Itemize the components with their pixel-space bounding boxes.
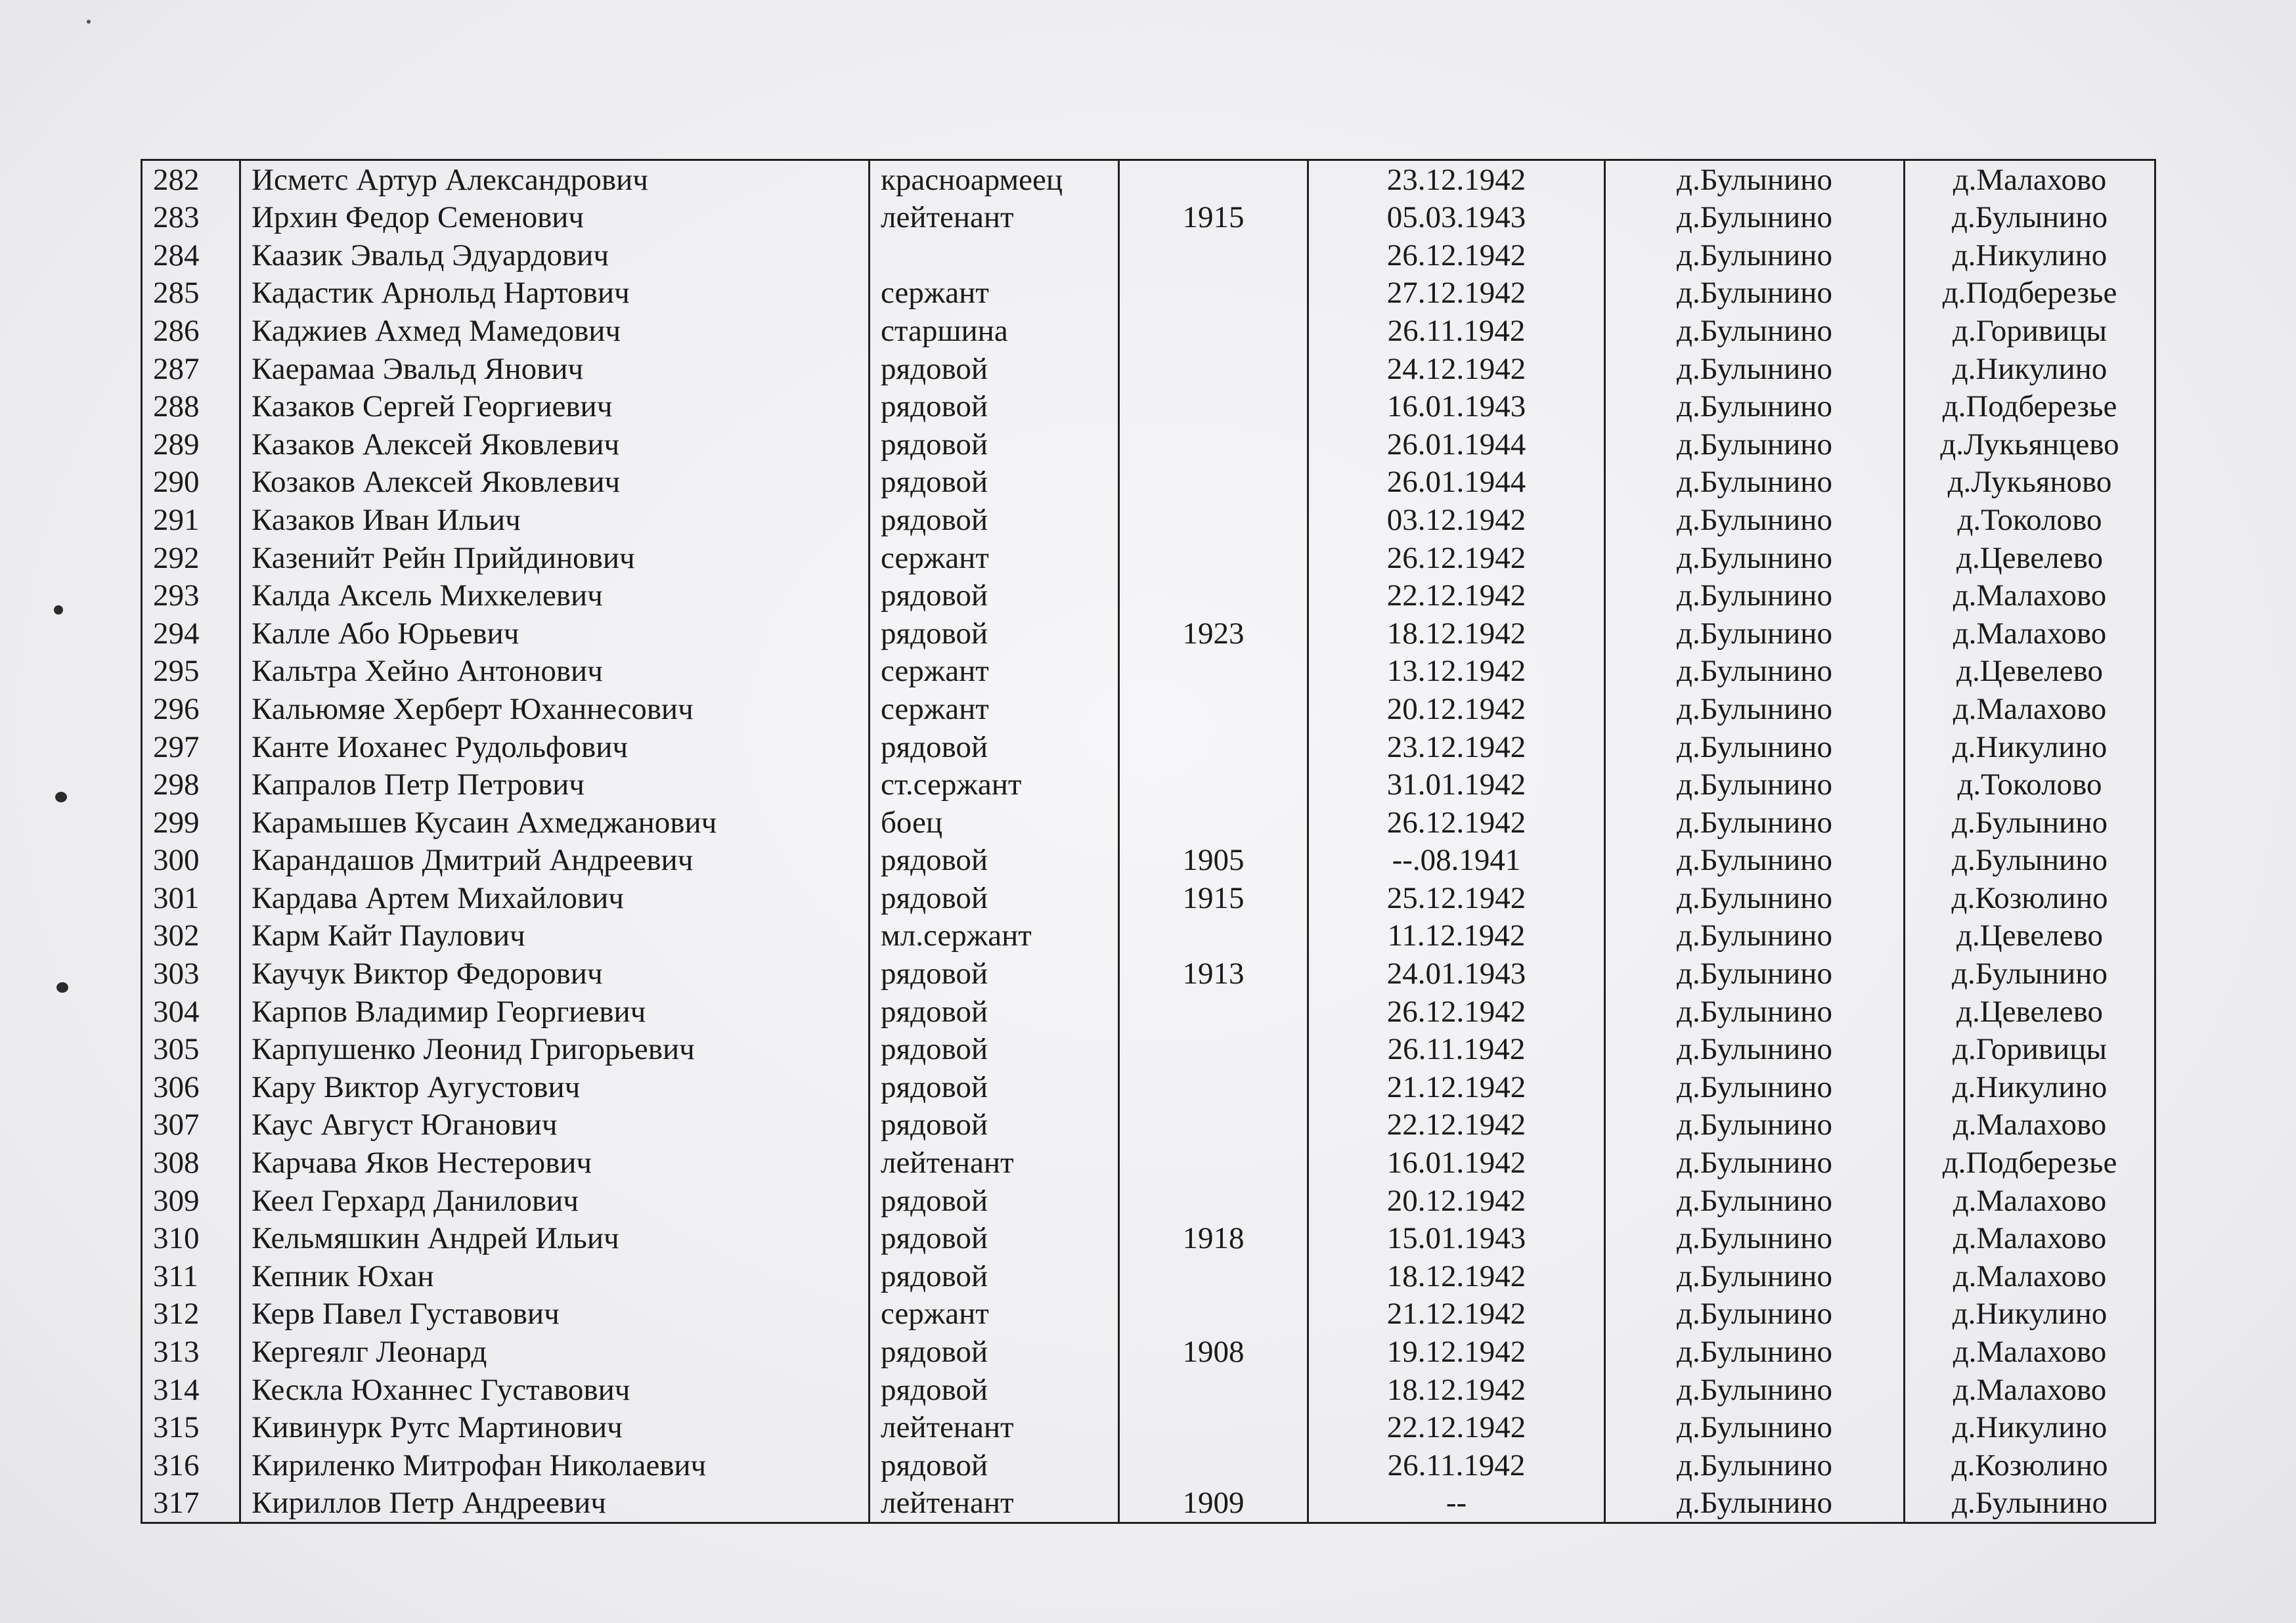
table-row <box>142 1484 2155 1523</box>
death-place: д.Булынино <box>1605 615 1905 653</box>
death-place: д.Булынино <box>1605 1031 1905 1069</box>
burial-place: д.Малахово <box>1905 577 2155 615</box>
burial-place: д.Лукьяново <box>1905 464 2155 502</box>
birth-year <box>1119 1106 1308 1144</box>
row-number: 288 <box>142 388 240 426</box>
row-number: 315 <box>142 1409 240 1447</box>
burial-place: д.Малахово <box>1905 1182 2155 1220</box>
birth-year: 1908 <box>1119 1333 1308 1371</box>
birth-year <box>1119 236 1308 274</box>
full-name: Кепник Юхан <box>240 1257 870 1295</box>
full-name: Казаков Алексей Яковлевич <box>240 425 870 464</box>
row-number: 299 <box>142 804 240 842</box>
burial-place: д.Цевелево <box>1905 917 2155 955</box>
table-row <box>142 690 2155 728</box>
burial-place: д.Никулино <box>1905 1295 2155 1333</box>
row-number: 282 <box>142 160 240 199</box>
punch-hole <box>54 605 63 615</box>
death-place: д.Булынино <box>1605 993 1905 1031</box>
table-row <box>142 199 2155 237</box>
death-date: 16.01.1942 <box>1308 1144 1605 1182</box>
military-rank: рядовой <box>870 1257 1119 1295</box>
death-place: д.Булынино <box>1605 766 1905 804</box>
row-number: 301 <box>142 879 240 917</box>
row-number: 306 <box>142 1068 240 1106</box>
birth-year <box>1119 312 1308 350</box>
death-date: 26.01.1944 <box>1308 425 1605 464</box>
death-place: д.Булынино <box>1605 728 1905 766</box>
death-date: 26.01.1944 <box>1308 464 1605 502</box>
table-row <box>142 1295 2155 1333</box>
military-rank: рядовой <box>870 842 1119 880</box>
military-rank: рядовой <box>870 1446 1119 1484</box>
death-date: 03.12.1942 <box>1308 501 1605 539</box>
burial-place: д.Малахово <box>1905 615 2155 653</box>
death-date: 25.12.1942 <box>1308 879 1605 917</box>
burial-place: д.Малахово <box>1905 1371 2155 1409</box>
full-name: Казаков Иван Ильич <box>240 501 870 539</box>
table-row <box>142 1068 2155 1106</box>
birth-year <box>1119 501 1308 539</box>
military-rank: сержант <box>870 653 1119 691</box>
death-date: 23.12.1942 <box>1308 728 1605 766</box>
death-date: 26.11.1942 <box>1308 1031 1605 1069</box>
burial-place: д.Никулино <box>1905 1409 2155 1447</box>
row-number: 284 <box>142 236 240 274</box>
birth-year <box>1119 1257 1308 1295</box>
punch-hole <box>56 982 68 993</box>
full-name: Карамышев Кусаин Ахмеджанович <box>240 804 870 842</box>
death-place: д.Булынино <box>1605 160 1905 199</box>
death-place: д.Булынино <box>1605 1409 1905 1447</box>
birth-year <box>1119 993 1308 1031</box>
full-name: Каджиев Ахмед Мамедович <box>240 312 870 350</box>
death-date: 26.12.1942 <box>1308 236 1605 274</box>
military-rank: рядовой <box>870 464 1119 502</box>
military-rank: мл.сержант <box>870 917 1119 955</box>
table-row <box>142 879 2155 917</box>
burial-place: д.Булынино <box>1905 199 2155 237</box>
birth-year: 1923 <box>1119 615 1308 653</box>
row-number: 309 <box>142 1182 240 1220</box>
row-number: 313 <box>142 1333 240 1371</box>
military-rank: лейтенант <box>870 1409 1119 1447</box>
military-rank: рядовой <box>870 577 1119 615</box>
burial-place: д.Малахово <box>1905 1333 2155 1371</box>
birth-year <box>1119 1409 1308 1447</box>
row-number: 305 <box>142 1031 240 1069</box>
burial-place: д.Булынино <box>1905 842 2155 880</box>
burial-place: д.Токолово <box>1905 766 2155 804</box>
birth-year: 1909 <box>1119 1484 1308 1523</box>
birth-year <box>1119 1295 1308 1333</box>
burial-place: д.Булынино <box>1905 955 2155 993</box>
full-name: Карпов Владимир Георгиевич <box>240 993 870 1031</box>
military-rank <box>870 236 1119 274</box>
burial-place: д.Никулино <box>1905 236 2155 274</box>
table-row <box>142 464 2155 502</box>
death-place: д.Булынино <box>1605 577 1905 615</box>
burial-place: д.Никулино <box>1905 728 2155 766</box>
birth-year: 1918 <box>1119 1220 1308 1258</box>
death-place: д.Булынино <box>1605 1144 1905 1182</box>
death-date: 22.12.1942 <box>1308 1409 1605 1447</box>
burial-place: д.Лукьянцево <box>1905 425 2155 464</box>
row-number: 311 <box>142 1257 240 1295</box>
birth-year <box>1119 1371 1308 1409</box>
full-name: Карандашов Дмитрий Андреевич <box>240 842 870 880</box>
row-number: 310 <box>142 1220 240 1258</box>
table-row <box>142 728 2155 766</box>
death-place: д.Булынино <box>1605 1333 1905 1371</box>
military-rank: рядовой <box>870 501 1119 539</box>
military-rank: рядовой <box>870 879 1119 917</box>
birth-year <box>1119 1182 1308 1220</box>
full-name: Каучук Виктор Федорович <box>240 955 870 993</box>
table-row <box>142 653 2155 691</box>
burial-place: д.Никулино <box>1905 1068 2155 1106</box>
full-name: Кескла Юханнес Густавович <box>240 1371 870 1409</box>
burial-place: д.Цевелево <box>1905 993 2155 1031</box>
full-name: Керв Павел Густавович <box>240 1295 870 1333</box>
death-date: 16.01.1943 <box>1308 388 1605 426</box>
death-place: д.Булынино <box>1605 350 1905 388</box>
row-number: 298 <box>142 766 240 804</box>
birth-year <box>1119 1068 1308 1106</box>
death-date: 11.12.1942 <box>1308 917 1605 955</box>
death-place: д.Булынино <box>1605 199 1905 237</box>
table-row <box>142 539 2155 577</box>
birth-year: 1913 <box>1119 955 1308 993</box>
death-date: 18.12.1942 <box>1308 615 1605 653</box>
military-rank: рядовой <box>870 1333 1119 1371</box>
birth-year <box>1119 1031 1308 1069</box>
birth-year: 1915 <box>1119 879 1308 917</box>
death-place: д.Булынино <box>1605 1106 1905 1144</box>
death-date: -- <box>1308 1484 1605 1523</box>
table-row <box>142 350 2155 388</box>
row-number: 292 <box>142 539 240 577</box>
military-rank: сержант <box>870 539 1119 577</box>
birth-year: 1905 <box>1119 842 1308 880</box>
burial-place: д.Подберезье <box>1905 274 2155 313</box>
military-rank: рядовой <box>870 1182 1119 1220</box>
burial-place: д.Малахово <box>1905 690 2155 728</box>
death-place: д.Булынино <box>1605 1484 1905 1523</box>
full-name: Исметс Артур Александрович <box>240 160 870 199</box>
burial-place: д.Козюлино <box>1905 879 2155 917</box>
row-number: 293 <box>142 577 240 615</box>
row-number: 308 <box>142 1144 240 1182</box>
birth-year: 1915 <box>1119 199 1308 237</box>
full-name: Каазик Эвальд Эдуардович <box>240 236 870 274</box>
punch-hole <box>55 792 67 802</box>
full-name: Кеел Герхард Данилович <box>240 1182 870 1220</box>
birth-year <box>1119 577 1308 615</box>
full-name: Калле Або Юрьевич <box>240 615 870 653</box>
death-date: 18.12.1942 <box>1308 1257 1605 1295</box>
military-rank: рядовой <box>870 955 1119 993</box>
death-place: д.Булынино <box>1605 312 1905 350</box>
full-name: Казенийт Рейн Прийдинович <box>240 539 870 577</box>
military-rank: рядовой <box>870 1031 1119 1069</box>
military-rank: рядовой <box>870 1068 1119 1106</box>
table-row <box>142 1371 2155 1409</box>
full-name: Кардава Артем Михайлович <box>240 879 870 917</box>
death-place: д.Булынино <box>1605 388 1905 426</box>
full-name: Калда Аксель Михкелевич <box>240 577 870 615</box>
full-name: Каус Август Юганович <box>240 1106 870 1144</box>
death-date: --.08.1941 <box>1308 842 1605 880</box>
table-row <box>142 842 2155 880</box>
death-date: 21.12.1942 <box>1308 1295 1605 1333</box>
full-name: Казаков Сергей Георгиевич <box>240 388 870 426</box>
burial-place: д.Цевелево <box>1905 653 2155 691</box>
birth-year <box>1119 1144 1308 1182</box>
birth-year <box>1119 464 1308 502</box>
row-number: 286 <box>142 312 240 350</box>
table-row <box>142 501 2155 539</box>
burial-place: д.Малахово <box>1905 1220 2155 1258</box>
death-date: 19.12.1942 <box>1308 1333 1605 1371</box>
row-number: 294 <box>142 615 240 653</box>
full-name: Кальтра Хейно Антонович <box>240 653 870 691</box>
death-place: д.Булынино <box>1605 539 1905 577</box>
burial-place: д.Булынино <box>1905 804 2155 842</box>
military-rank: сержант <box>870 1295 1119 1333</box>
table-row <box>142 1106 2155 1144</box>
death-place: д.Булынино <box>1605 1295 1905 1333</box>
military-rank: красноармеец <box>870 160 1119 199</box>
full-name: Карпушенко Леонид Григорьевич <box>240 1031 870 1069</box>
table-row <box>142 993 2155 1031</box>
casualty-register-table <box>141 159 2156 1524</box>
row-number: 297 <box>142 728 240 766</box>
full-name: Кельмяшкин Андрей Ильич <box>240 1220 870 1258</box>
table-row <box>142 615 2155 653</box>
full-name: Кальюмяе Херберт Юханнесович <box>240 690 870 728</box>
death-date: 27.12.1942 <box>1308 274 1605 313</box>
burial-place: д.Никулино <box>1905 350 2155 388</box>
military-rank: сержант <box>870 274 1119 313</box>
row-number: 317 <box>142 1484 240 1523</box>
death-date: 20.12.1942 <box>1308 690 1605 728</box>
row-number: 287 <box>142 350 240 388</box>
death-date: 18.12.1942 <box>1308 1371 1605 1409</box>
military-rank: рядовой <box>870 425 1119 464</box>
death-date: 26.12.1942 <box>1308 539 1605 577</box>
full-name: Карм Кайт Паулович <box>240 917 870 955</box>
row-number: 291 <box>142 501 240 539</box>
row-number: 290 <box>142 464 240 502</box>
row-number: 304 <box>142 993 240 1031</box>
death-place: д.Булынино <box>1605 955 1905 993</box>
military-rank: рядовой <box>870 350 1119 388</box>
death-place: д.Булынино <box>1605 879 1905 917</box>
full-name: Кару Виктор Аугустович <box>240 1068 870 1106</box>
row-number: 283 <box>142 199 240 237</box>
burial-place: д.Малахово <box>1905 1106 2155 1144</box>
burial-place: д.Малахово <box>1905 1257 2155 1295</box>
death-place: д.Булынино <box>1605 1371 1905 1409</box>
death-place: д.Булынино <box>1605 917 1905 955</box>
death-place: д.Булынино <box>1605 274 1905 313</box>
birth-year <box>1119 690 1308 728</box>
row-number: 312 <box>142 1295 240 1333</box>
burial-place: д.Цевелево <box>1905 539 2155 577</box>
burial-place: д.Горивицы <box>1905 1031 2155 1069</box>
death-date: 15.01.1943 <box>1308 1220 1605 1258</box>
full-name: Кадастик Арнольд Нартович <box>240 274 870 313</box>
full-name: Канте Иоханес Рудольфович <box>240 728 870 766</box>
death-date: 24.12.1942 <box>1308 350 1605 388</box>
table-row <box>142 388 2155 426</box>
death-place: д.Булынино <box>1605 804 1905 842</box>
table-row <box>142 1144 2155 1182</box>
birth-year <box>1119 388 1308 426</box>
birth-year <box>1119 766 1308 804</box>
military-rank: рядовой <box>870 1106 1119 1144</box>
death-place: д.Булынино <box>1605 1446 1905 1484</box>
death-place: д.Булынино <box>1605 236 1905 274</box>
death-date: 26.12.1942 <box>1308 804 1605 842</box>
birth-year <box>1119 1446 1308 1484</box>
table-row <box>142 917 2155 955</box>
death-place: д.Булынино <box>1605 653 1905 691</box>
row-number: 285 <box>142 274 240 313</box>
death-place: д.Булынино <box>1605 464 1905 502</box>
table-row <box>142 1220 2155 1258</box>
military-rank: лейтенант <box>870 1144 1119 1182</box>
death-date: 26.11.1942 <box>1308 1446 1605 1484</box>
burial-place: д.Козюлино <box>1905 1446 2155 1484</box>
death-date: 24.01.1943 <box>1308 955 1605 993</box>
full-name: Ирхин Федор Семенович <box>240 199 870 237</box>
table-row <box>142 425 2155 464</box>
military-rank: рядовой <box>870 1371 1119 1409</box>
row-number: 300 <box>142 842 240 880</box>
burial-place: д.Подберезье <box>1905 1144 2155 1182</box>
death-date: 13.12.1942 <box>1308 653 1605 691</box>
scan-speck <box>87 20 91 24</box>
birth-year <box>1119 350 1308 388</box>
table-row <box>142 274 2155 313</box>
military-rank: рядовой <box>870 1220 1119 1258</box>
death-date: 22.12.1942 <box>1308 577 1605 615</box>
table-row <box>142 1409 2155 1447</box>
birth-year <box>1119 274 1308 313</box>
death-date: 26.11.1942 <box>1308 312 1605 350</box>
row-number: 314 <box>142 1371 240 1409</box>
full-name: Кергеялг Леонард <box>240 1333 870 1371</box>
military-rank: рядовой <box>870 615 1119 653</box>
row-number: 303 <box>142 955 240 993</box>
row-number: 295 <box>142 653 240 691</box>
table-row <box>142 1182 2155 1220</box>
military-rank: боец <box>870 804 1119 842</box>
military-rank: сержант <box>870 690 1119 728</box>
full-name: Кивинурк Рутс Мартинович <box>240 1409 870 1447</box>
table-row <box>142 955 2155 993</box>
death-date: 31.01.1942 <box>1308 766 1605 804</box>
birth-year <box>1119 653 1308 691</box>
military-rank: лейтенант <box>870 199 1119 237</box>
birth-year <box>1119 728 1308 766</box>
death-place: д.Булынино <box>1605 501 1905 539</box>
row-number: 316 <box>142 1446 240 1484</box>
death-date: 20.12.1942 <box>1308 1182 1605 1220</box>
table-row <box>142 312 2155 350</box>
death-date: 22.12.1942 <box>1308 1106 1605 1144</box>
register-body <box>142 160 2155 1523</box>
table-row <box>142 766 2155 804</box>
table-row <box>142 577 2155 615</box>
full-name: Карчава Яков Нестерович <box>240 1144 870 1182</box>
burial-place: д.Горивицы <box>1905 312 2155 350</box>
death-place: д.Булынино <box>1605 1220 1905 1258</box>
table-row <box>142 160 2155 199</box>
birth-year <box>1119 425 1308 464</box>
death-place: д.Булынино <box>1605 425 1905 464</box>
death-place: д.Булынино <box>1605 690 1905 728</box>
full-name: Каерамаа Эвальд Янович <box>240 350 870 388</box>
death-date: 26.12.1942 <box>1308 993 1605 1031</box>
row-number: 307 <box>142 1106 240 1144</box>
military-rank: старшина <box>870 312 1119 350</box>
death-place: д.Булынино <box>1605 1068 1905 1106</box>
full-name: Кириллов Петр Андреевич <box>240 1484 870 1523</box>
death-place: д.Булынино <box>1605 842 1905 880</box>
table-row <box>142 236 2155 274</box>
death-place: д.Булынино <box>1605 1257 1905 1295</box>
burial-place: д.Булынино <box>1905 1484 2155 1523</box>
row-number: 289 <box>142 425 240 464</box>
death-date: 05.03.1943 <box>1308 199 1605 237</box>
table-row <box>142 804 2155 842</box>
birth-year <box>1119 917 1308 955</box>
military-rank: рядовой <box>870 388 1119 426</box>
military-rank: рядовой <box>870 993 1119 1031</box>
military-rank: ст.сержант <box>870 766 1119 804</box>
death-date: 21.12.1942 <box>1308 1068 1605 1106</box>
birth-year <box>1119 539 1308 577</box>
full-name: Капралов Петр Петрович <box>240 766 870 804</box>
burial-place: д.Малахово <box>1905 160 2155 199</box>
table-row <box>142 1031 2155 1069</box>
table-row <box>142 1333 2155 1371</box>
death-date: 23.12.1942 <box>1308 160 1605 199</box>
burial-place: д.Подберезье <box>1905 388 2155 426</box>
military-rank: лейтенант <box>870 1484 1119 1523</box>
full-name: Козаков Алексей Яковлевич <box>240 464 870 502</box>
death-place: д.Булынино <box>1605 1182 1905 1220</box>
burial-place: д.Токолово <box>1905 501 2155 539</box>
birth-year <box>1119 804 1308 842</box>
military-rank: рядовой <box>870 728 1119 766</box>
row-number: 296 <box>142 690 240 728</box>
table-row <box>142 1257 2155 1295</box>
table-row <box>142 1446 2155 1484</box>
row-number: 302 <box>142 917 240 955</box>
full-name: Кириленко Митрофан Николаевич <box>240 1446 870 1484</box>
birth-year <box>1119 160 1308 199</box>
